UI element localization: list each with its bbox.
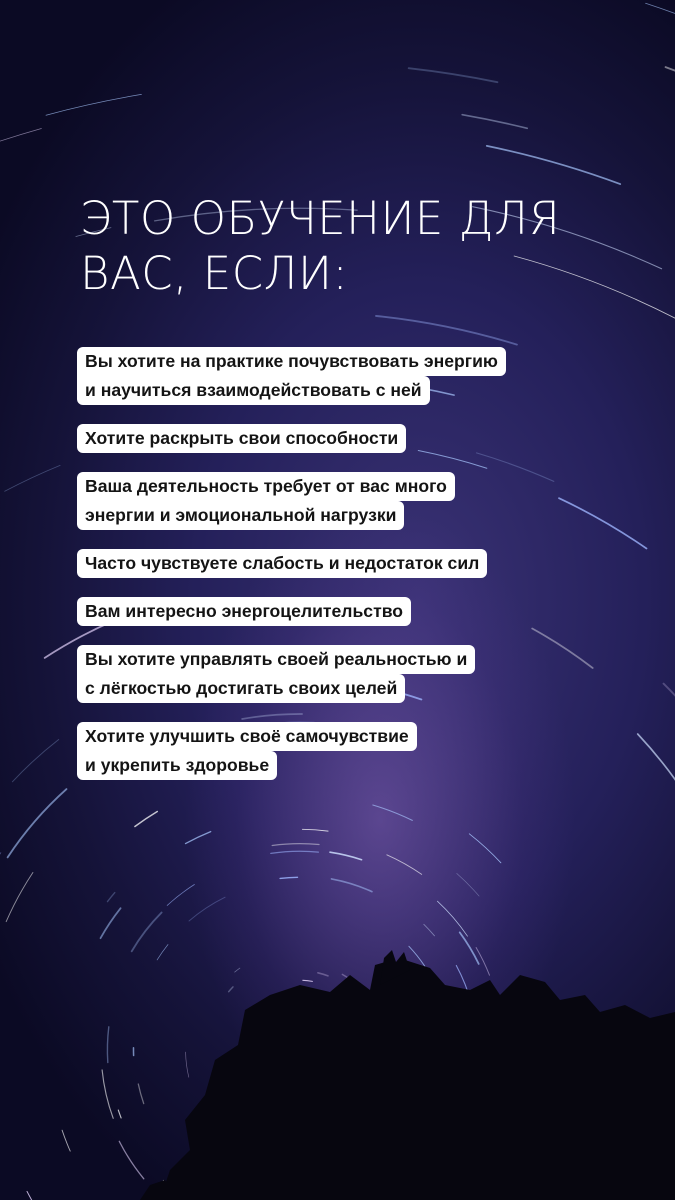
- criteria-list: [77, 347, 637, 799]
- list-item: [77, 424, 406, 453]
- list-item-line: энергии и эмоциональной нагрузки: [77, 501, 404, 530]
- list-item-line: и научиться взаимодействовать с ней: [77, 376, 430, 405]
- list-item-line: Вы хотите на практике почувствовать энергию: [77, 347, 506, 376]
- list-item-line: Хотите раскрыть свои способности: [77, 424, 406, 453]
- list-item: [77, 347, 506, 405]
- list-item-line: Вам интересно энергоцелительство: [77, 597, 411, 626]
- page-title: ЭТО ОБУЧЕНИЕ ДЛЯ ВАС, ЕСЛИ:: [80, 192, 561, 300]
- list-item: [77, 597, 411, 626]
- list-item-line: с лёгкостью достигать своих целей: [77, 674, 405, 703]
- list-item-line: Часто чувствуете слабость и недостаток сил: [77, 549, 487, 578]
- list-item-line: Ваша деятельность требует от вас много: [77, 472, 455, 501]
- list-item: [77, 645, 475, 703]
- list-item: [77, 549, 487, 578]
- list-item: [77, 472, 455, 530]
- list-item: [77, 722, 417, 780]
- list-item-line: и укрепить здоровье: [77, 751, 277, 780]
- list-item-line: Вы хотите управлять своей реальностью и: [77, 645, 475, 674]
- list-item-line: Хотите улучшить своё самочувствие: [77, 722, 417, 751]
